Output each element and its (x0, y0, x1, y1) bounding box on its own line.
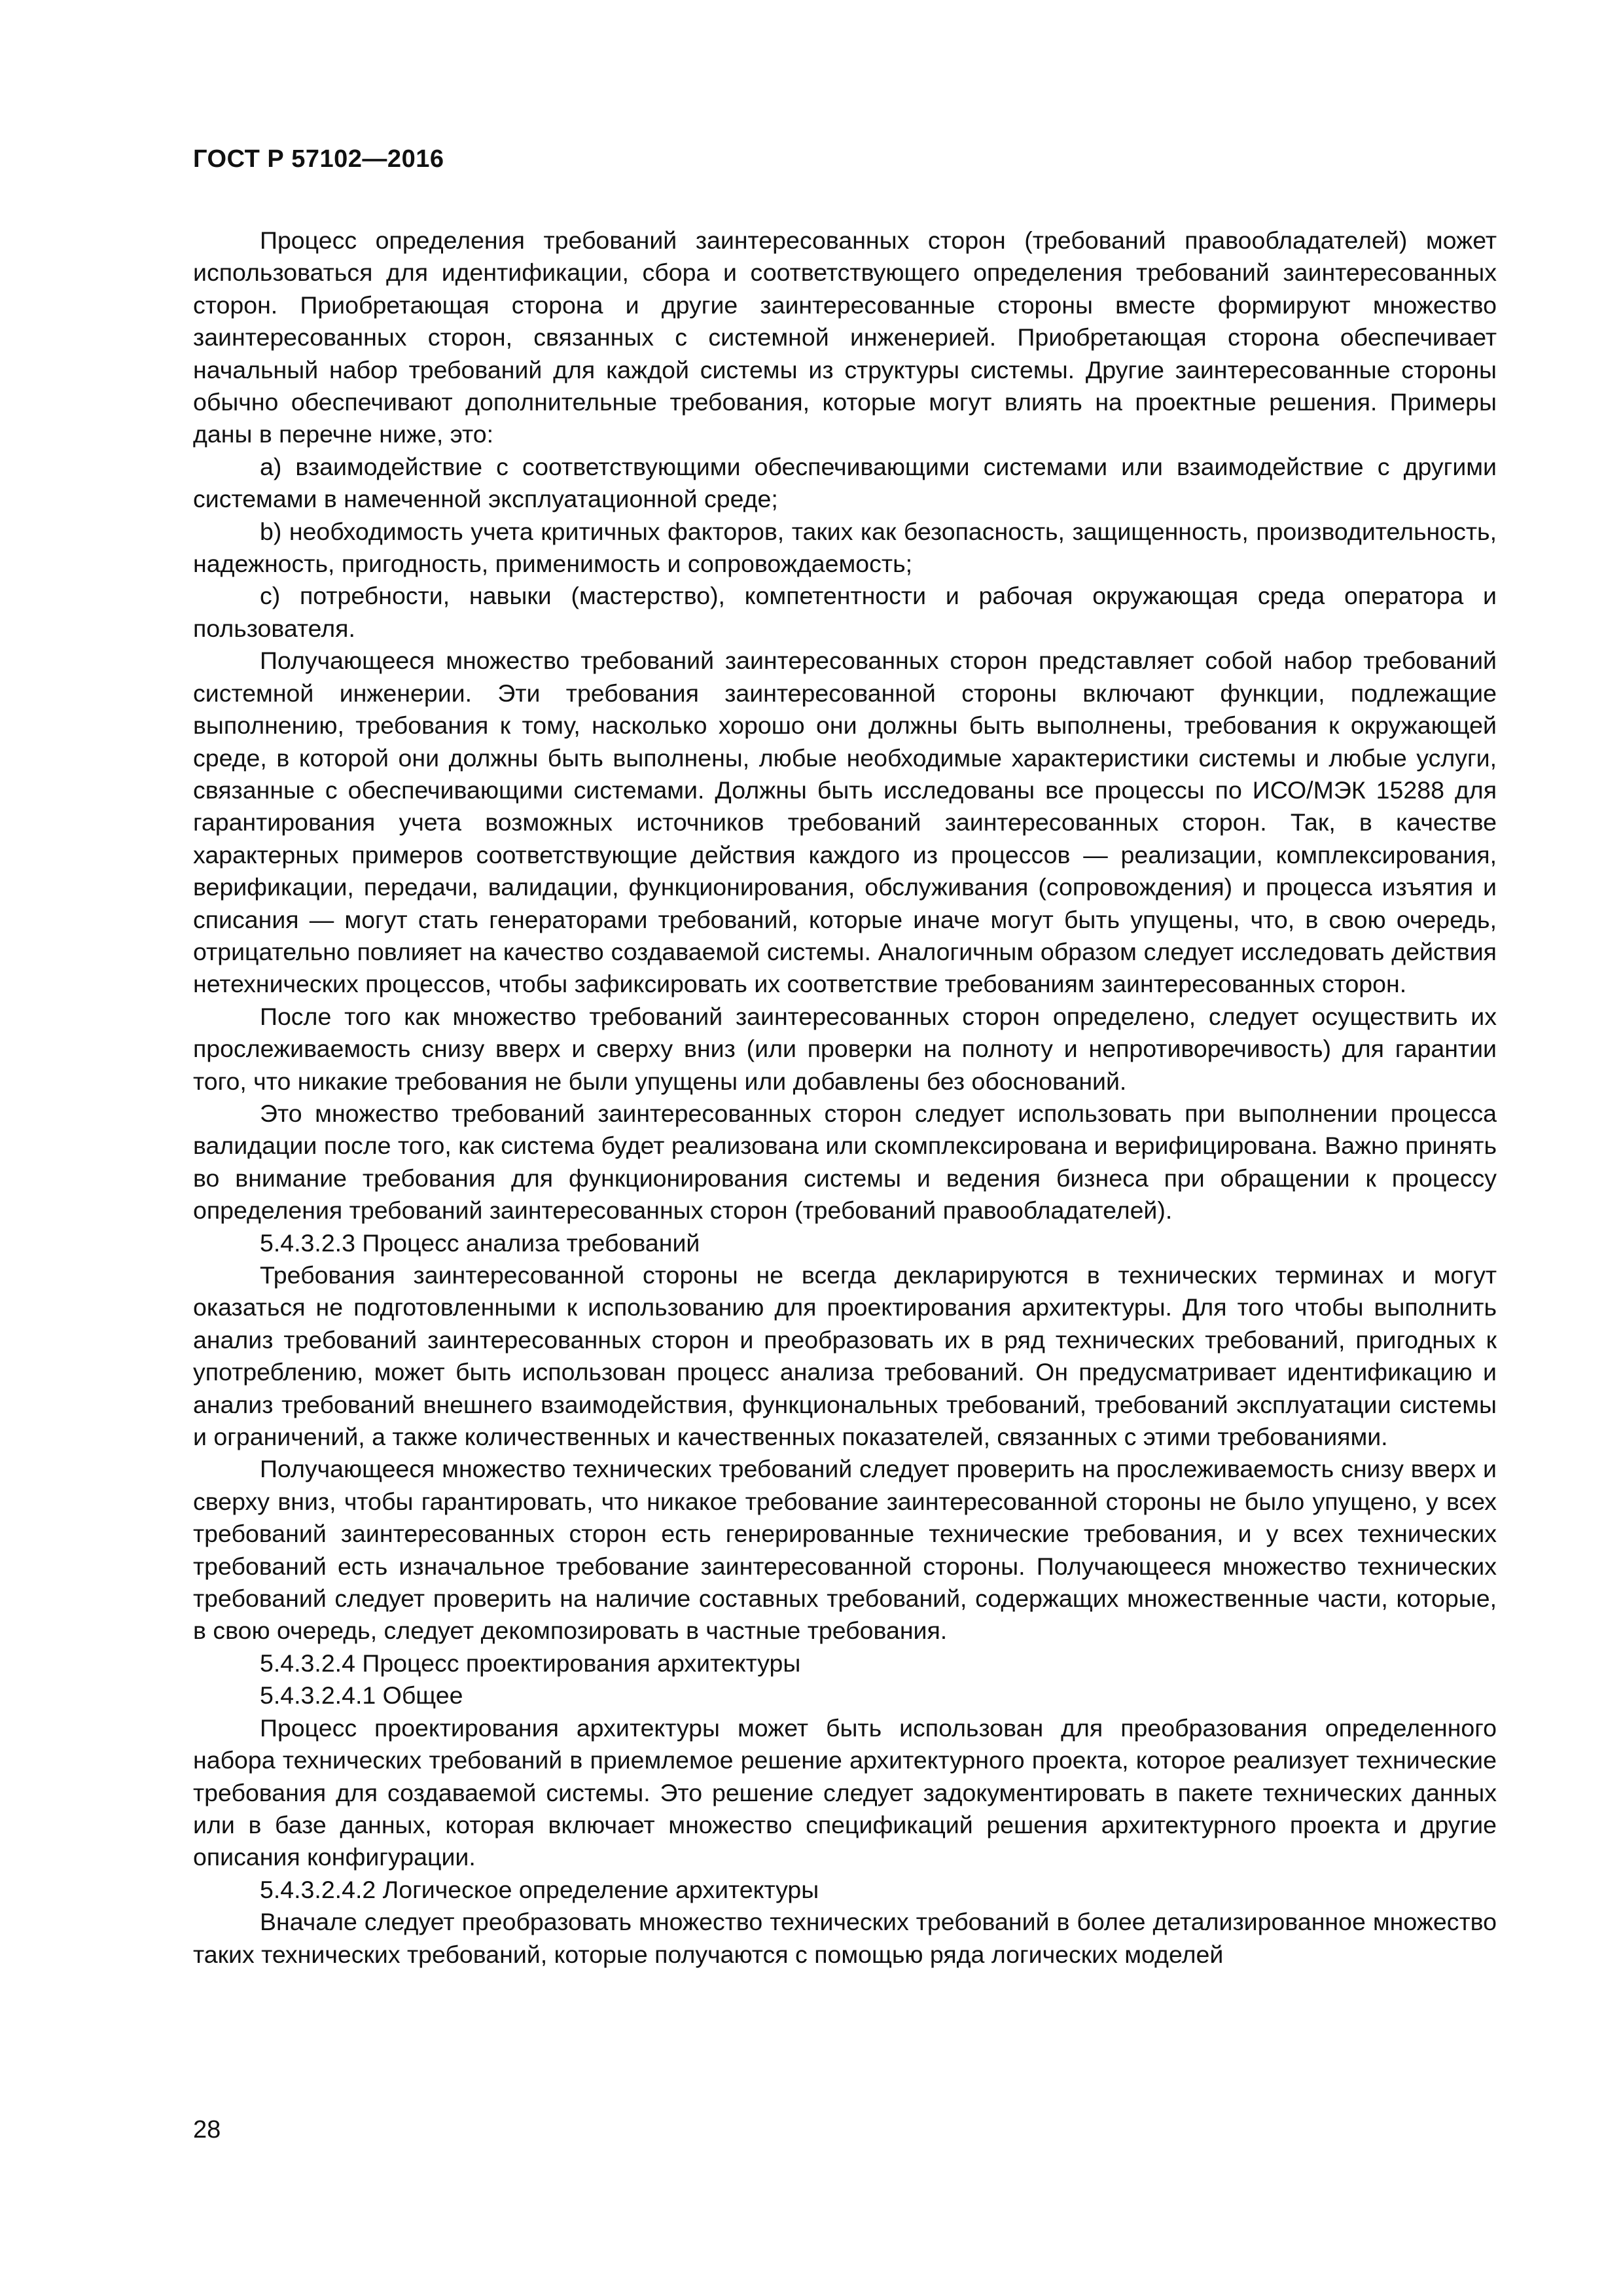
section-heading-5-4-3-2-4: 5.4.3.2.4 Процесс проектирования архитектуры (260, 1649, 801, 1677)
list-item-a: a) взаимодействие с соответствующими обеспечивающими системами или взаимодействие с другими системами в намеченной эксплуатационной среде; (193, 452, 1497, 513)
page-number: 28 (193, 2116, 221, 2144)
paragraph-validation: Это множество требований заинтересованных сторон следует использовать при выполнении процесса валидации после того, как система будет реализована или скомплексирована и верифицирована. Важно принять во внимание требования для функционирования системы и ведения бизнеса при обращении к процессу определения требований заинтересованных сторон (требований правообладателей). (193, 1099, 1497, 1225)
document-body (193, 224, 1497, 1971)
paragraph-traceability: После того как множество требований заинтересованных сторон определено, следует осуществить их прослеживаемость снизу вверх и сверху вниз (или проверки на полноту и непротиворечивость) для гарантии того, что никакие требования не были упущены или добавлены без обоснований. (193, 1002, 1497, 1095)
list-item-c: c) потребности, навыки (мастерство), компетентности и рабочая окружающая среда оператора и пользователя. (193, 582, 1497, 642)
section-heading-5-4-3-2-4-1: 5.4.3.2.4.1 Общее (260, 1681, 463, 1710)
section-heading-5-4-3-2-4-2: 5.4.3.2.4.2 Логическое определение архитектуры (260, 1875, 819, 1903)
paragraph-resulting-set: Получающееся множество требований заинтересованных сторон представляет собой набор требований системной инженерии. Эти требования заинтересованной стороны включают функции, подлежащие выполнению, требования к тому, насколько хорошо они должны быть выполнены, требования к окружающей среде, в которой они должны быть выполнены, любые необходимые характеристики системы и любые услуги, связанные с обеспечивающими системами. Должны быть исследованы все процессы по ИСО/МЭК 15288 для гарантирования учета возможных источников требований заинтересованных сторон. Так, в качестве характерных примеров соответствующие действия каждого из процессов — реализации, комплексирования, верификации, передачи, валидации, функционирования, обслуживания (сопровождения) и процесса изъятия и списания — могут стать генераторами требований, которые иначе могут быть упущены, что, в свою очередь, отрицательно повлияет на качество создаваемой системы. Аналогичным образом следует исследовать действия нетехнических процессов, чтобы зафиксировать их соответствие требованиям заинтересованных сторон. (193, 647, 1497, 998)
list-item-b: b) необходимость учета критичных факторов, таких как безопасность, защищенность, производительность, надежность, пригодность, применимость и сопровождаемость; (193, 517, 1497, 578)
paragraph-stakeholder-process: Процесс определения требований заинтересованных сторон (требований правообладателей) может использоваться для идентификации, сбора и соответствующего определения требований заинтересованных сторон. Приобретающая сторона и другие заинтересованные стороны вместе формируют множество заинтересованных сторон, связанных с системной инженерией. Приобретающая сторона обеспечивает начальный набор требований для каждой системы из структуры системы. Другие заинтересованные стороны обычно обеспечивают дополнительные требования, которые могут влиять на проектные решения. Примеры даны в перечне ниже, это: (193, 226, 1497, 448)
section-heading-5-4-3-2-3: 5.4.3.2.3 Процесс анализа требований (260, 1229, 700, 1257)
paragraph-technical-requirements: Получающееся множество технических требований следует проверить на прослеживаемость снизу вверх и сверху вниз, чтобы гарантировать, что никакое требование заинтересованной стороны не было упущено, у всех требований заинтересованных сторон есть генерированные технические требования, и у всех технических требований есть изначальное требование заинтересованной стороны. Получающееся множество технических требований следует проверить на наличие составных требований, содержащих множественные части, которые, в свою очередь, следует декомпозировать в частные требования. (193, 1455, 1497, 1645)
paragraph-architecture-design: Процесс проектирования архитектуры может быть использован для преобразования определенного набора технических требований в приемлемое решение архитектурного проекта, которое реализует технические требования для создаваемой системы. Это решение следует задокументировать в пакете технических данных или в базе данных, которая включает множество спецификаций решения архитектурного проекта и другие описания конфигурации. (193, 1713, 1497, 1871)
paragraph-requirements-analysis: Требования заинтересованной стороны не всегда декларируются в технических терминах и могут оказаться не подготовленными к использованию для проектирования архитектуры. Для того чтобы выполнить анализ требований заинтересованных сторон и преобразовать их в ряд технических требований, пригодных к употреблению, может быть использован процесс анализа требований. Он предусматривает идентификацию и анализ требований внешнего взаимодействия, функциональных требований, требований эксплуатации системы и ограничений, а также количественных и качественных показателей, связанных с этими требованиями. (193, 1261, 1497, 1451)
paragraph-logical-architecture: Вначале следует преобразовать множество технических требований в более детализированное множество таких технических требований, которые получаются с помощью ряда логических моделей (193, 1908, 1497, 1968)
document-header: ГОСТ Р 57102—2016 (193, 145, 444, 173)
